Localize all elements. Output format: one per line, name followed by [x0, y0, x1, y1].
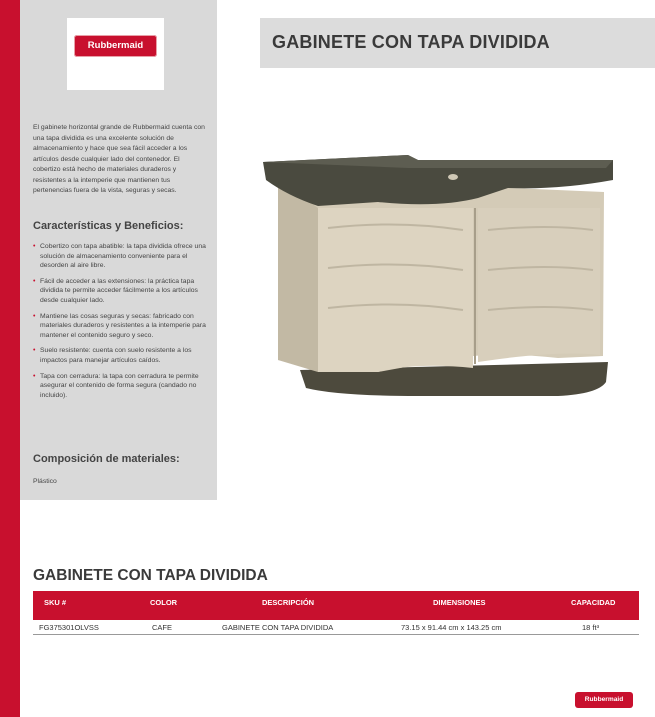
cell-capacity: 18 ft³: [582, 623, 600, 632]
cell-color: CAFE: [152, 623, 173, 632]
bullet-icon: •: [33, 277, 36, 285]
table-row: [33, 620, 639, 635]
bullet-icon: •: [33, 312, 36, 320]
logo-box: [67, 18, 164, 90]
table-title: GABINETE CON TAPA DIVIDIDA: [33, 567, 268, 584]
cell-description: GABINETE CON TAPA DIVIDIDA: [222, 623, 334, 632]
feature-item: • Fácil de acceder a las extensiones: la práctica tapa dividida te permite acceder fácilmente a los artículos desde cualquier lado.: [33, 277, 198, 304]
col-dimensions-header: DIMENSIONES: [433, 598, 486, 607]
bullet-icon: •: [33, 347, 36, 355]
materials-value: Plástico: [33, 478, 57, 485]
rubbermaid-logo: Rubbermaid: [74, 35, 157, 57]
feature-item: • Tapa con cerradura: la tapa con cerradura te permite asegurar el contenido de forma segura (candado no incluido).: [33, 372, 199, 399]
bullet-icon: •: [33, 243, 36, 250]
col-capacity-header: CAPACIDAD: [571, 598, 616, 607]
title-bar: [260, 18, 655, 68]
materials-heading: Composición de materiales:: [33, 453, 180, 465]
bullet-icon: •: [33, 372, 36, 380]
features-heading: Características y Beneficios:: [33, 220, 184, 232]
feature-item: • Suelo resistente: cuenta con suelo resistente a los impactos para manejar artículos caídos.: [33, 347, 192, 364]
features-list: [33, 242, 209, 406]
cell-sku: FG375301OLVSS: [39, 623, 99, 632]
col-description-header: DESCRIPCIÓN: [262, 598, 315, 607]
col-sku-header: SKU #: [44, 598, 67, 607]
intro-paragraph: El gabinete horizontal grande de Rubbermaid cuenta con una tapa dividida es una excelente solución de almacenamiento y hace que sea fácil acceder a los artículos desde cualquier lado del contenedor. El cobertizo está hecho de materiales duraderos y resistentes a la intemperie que mantienen tus pertenencias fuera de la vista, seguras y secas.: [33, 124, 205, 194]
col-color-header: COLOR: [150, 598, 178, 607]
footer-rubbermaid-logo: Rubbermaid: [575, 692, 633, 708]
cell-dimensions: 73.15 x 91.44 cm x 143.25 cm: [401, 623, 502, 632]
red-accent-strip: [0, 0, 20, 717]
table-header: [33, 591, 639, 620]
storage-shed-image: [258, 150, 618, 400]
feature-item: • Mantiene las cosas seguras y secas: fabricado con materiales duraderos y resistentes a la intemperie para mantener el contenido seguro y seco.: [33, 312, 206, 339]
feature-item: • Cobertizo con tapa abatible: la tapa dividida ofrece una solución de almacenamiento conveniente para el desorden al aire libre.: [33, 243, 206, 270]
page-title: GABINETE CON TAPA DIVIDIDA: [272, 32, 550, 52]
